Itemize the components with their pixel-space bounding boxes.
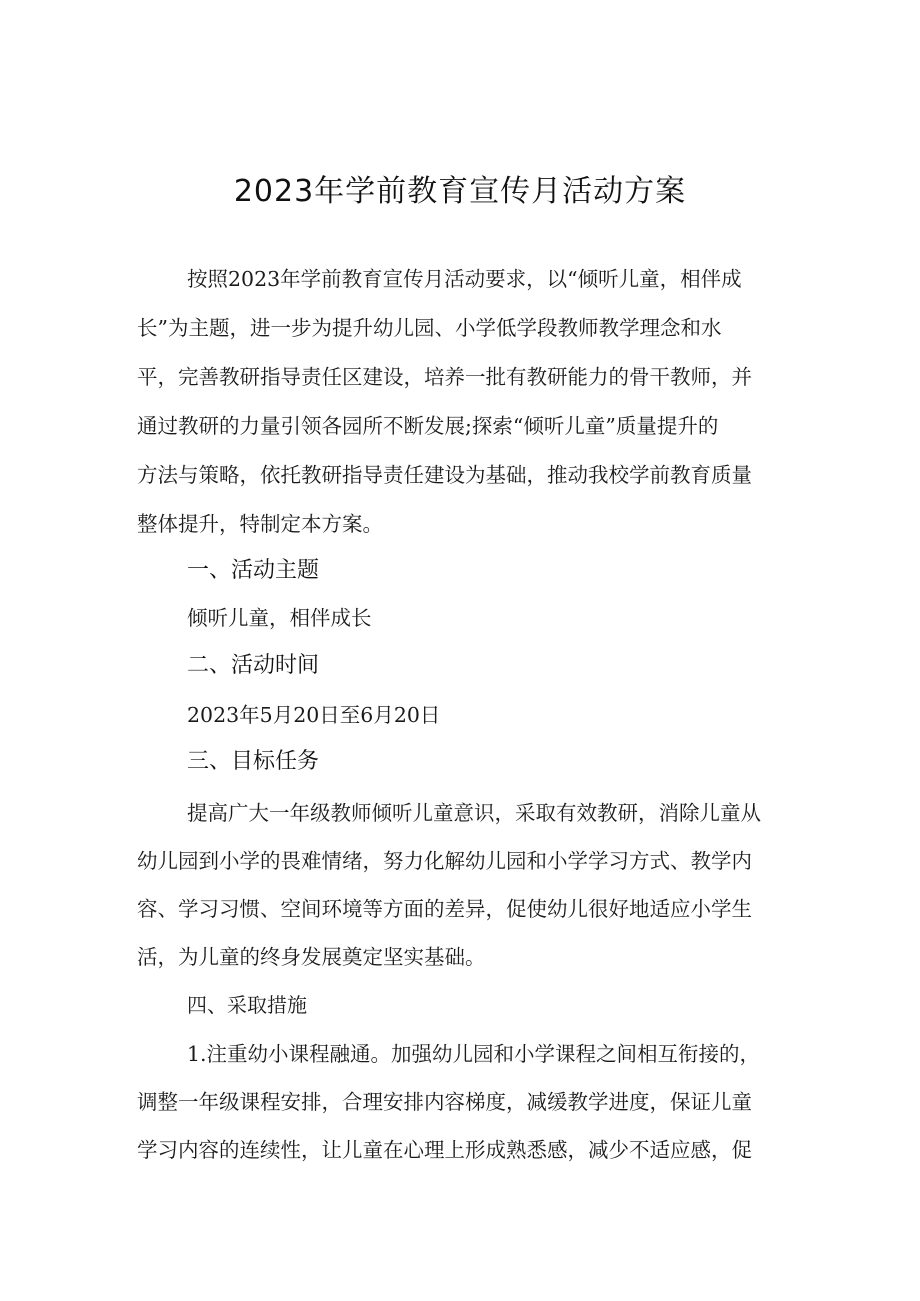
intro-line-5: 方法与策略，依托教研指导责任建设为基础，推动我校学前教育质量 <box>137 463 752 487</box>
section-3-line-4: 活，为儿童的终身发展奠定坚实基础。 <box>137 945 486 969</box>
section-4-heading: 四、采取措施 <box>187 993 307 1017</box>
intro-line-4: 通过教研的力量引领各园所不断发展;探索“倾听儿童”质量提升的 <box>137 414 719 438</box>
section-3-line-2: 幼儿园到小学的畏难情绪，努力化解幼儿园和小学学习方式、教学内 <box>137 849 752 873</box>
intro-line-2: 长”为主题，进一步为提升幼儿园、小学低学段教师教学理念和水 <box>137 316 722 340</box>
section-4-line-2: 调整一年级课程安排，合理安排内容梯度，减缓教学进度，保证儿童 <box>137 1090 752 1114</box>
section-2-content: 2023年5月20日至6月20日 <box>187 703 441 727</box>
section-3-line-1: 提高广大一年级教师倾听儿童意识，采取有效教研，消除儿童从 <box>187 801 761 825</box>
section-3-heading: 三、目标任务 <box>187 749 320 774</box>
section-4-line-1: 1.注重幼小课程融通。加强幼儿园和小学课程之间相互衔接的， <box>187 1042 761 1066</box>
intro-line-1: 按照2023年学前教育宣传月活动要求，以“倾听儿童，相伴成 <box>187 267 742 291</box>
section-1-content: 倾听儿童，相伴成长 <box>187 606 372 630</box>
intro-line-3: 平，完善教研指导责任区建设，培养一批有教研能力的骨干教师，并 <box>137 365 752 389</box>
section-2-heading: 二、活动时间 <box>187 653 320 678</box>
section-1-heading: 一、活动主题 <box>187 558 320 583</box>
section-4-line-3: 学习内容的连续性，让儿童在心理上形成熟悉感，减少不适应感，促 <box>137 1138 752 1162</box>
intro-line-6: 整体提升，特制定本方案。 <box>137 512 383 536</box>
document-title: 2023年学前教育宣传月活动方案 <box>233 174 687 209</box>
section-3-line-3: 容、学习习惯、空间环境等方面的差异，促使幼儿很好地适应小学生 <box>137 897 752 921</box>
